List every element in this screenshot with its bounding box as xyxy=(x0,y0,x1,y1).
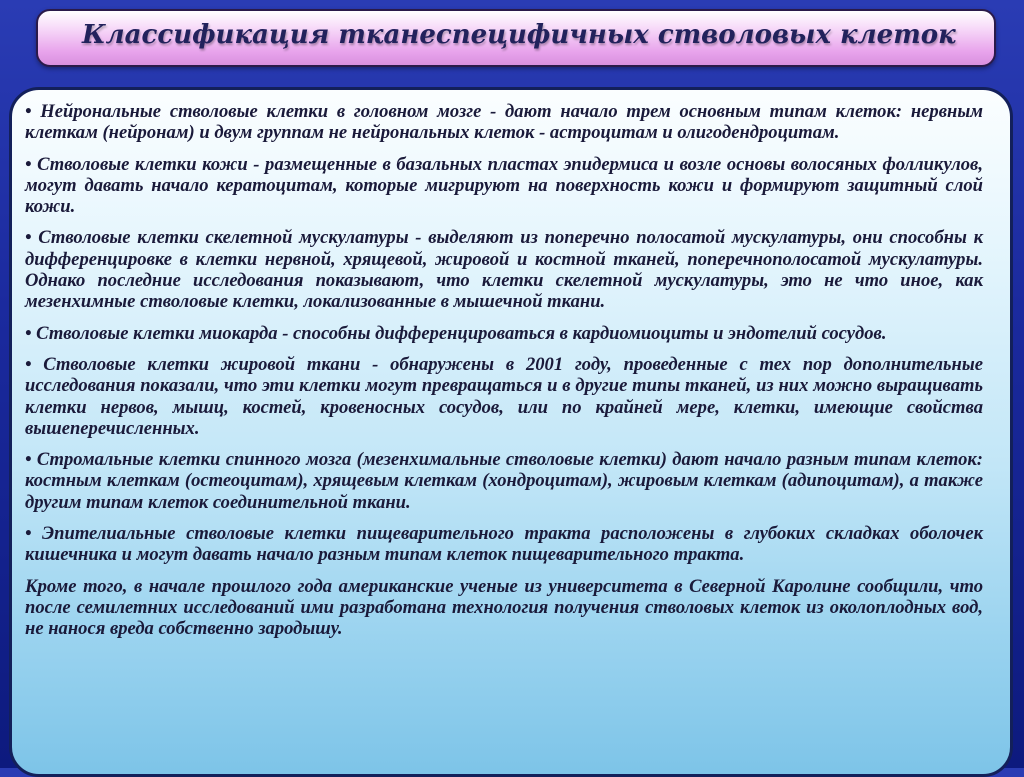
content-panel xyxy=(9,87,1013,777)
slide-title: Классификация тканеспецифичных стволовых клеток xyxy=(82,20,956,50)
paragraph-skin-stem-cells: • Стволовые клетки кожи - размещенные в базальных пластах эпидермиса и возле основы волосяных фолликулов, могут давать начало кератоцитам, которые мигрируют на поверхность кожи и формируют защитный слой кожи. xyxy=(25,153,983,218)
paragraph-myocardium-stem-cells: • Стволовые клетки миокарда - способны дифференцироваться в кардиомиоциты и эндотелий сосудов. xyxy=(25,322,887,344)
paragraph-epithelial-stem-cells: • Эпителиальные стволовые клетки пищеварительного тракта расположены в глубоких складках оболочек кишечника и могут давать начало разным типам клеток пищеварительного тракта. xyxy=(25,523,983,566)
paragraph-adipose-stem-cells: • Стволовые клетки жировой ткани - обнаружены в 2001 году, проведенные с тех пор дополнительные исследования показали, что эти клетки могут превращаться и в другие типы тканей, из них можно выращивать клетки нервов, мышц, костей, кровеносных сосудов, или по крайней мере, клетки, имеющие свойства вышеперечисленных. xyxy=(25,353,983,439)
paragraph-amniotic-fluid-stem-cells: Кроме того, в начале прошлого года американские ученые из университета в Северной Каролине сообщили, что после семилетних исследований ими разработана технология получения стволовых клеток из околоплодных вод, не нанося вреда собственно зародышу. xyxy=(25,575,983,640)
paragraph-neuronal-stem-cells: • Нейрональные стволовые клетки в головном мозге - дают начало трем основным типам клеток: нервным клеткам (нейронам) и двум группам не нейрональных клеток - астроцитам и олигодендроцитам. xyxy=(25,101,983,144)
paragraph-skeletal-muscle-stem-cells: • Стволовые клетки скелетной мускулатуры - выделяют из поперечно полосатой мускулатуры, они способны к дифференцировке в клетки нервной, хрящевой, жировой и костной тканей, поперечнополосатой мускулатуры. Однако последние исследования показывают, что клетки скелетной мускулатуры, это не что иное, как мезенхимные стволовые клетки, локализованные в мышечной ткани. xyxy=(25,227,983,313)
title-banner xyxy=(36,9,996,67)
paragraph-stromal-cells: • Стромальные клетки спинного мозга (мезенхимальные стволовые клетки) дают начало разным типам клеток: костным клеткам (остеоцитам), хрящевым клеткам (хондроцитам), жировым клеткам (адипоцитам), а также другим типам клеток соединительной ткани. xyxy=(25,449,983,513)
